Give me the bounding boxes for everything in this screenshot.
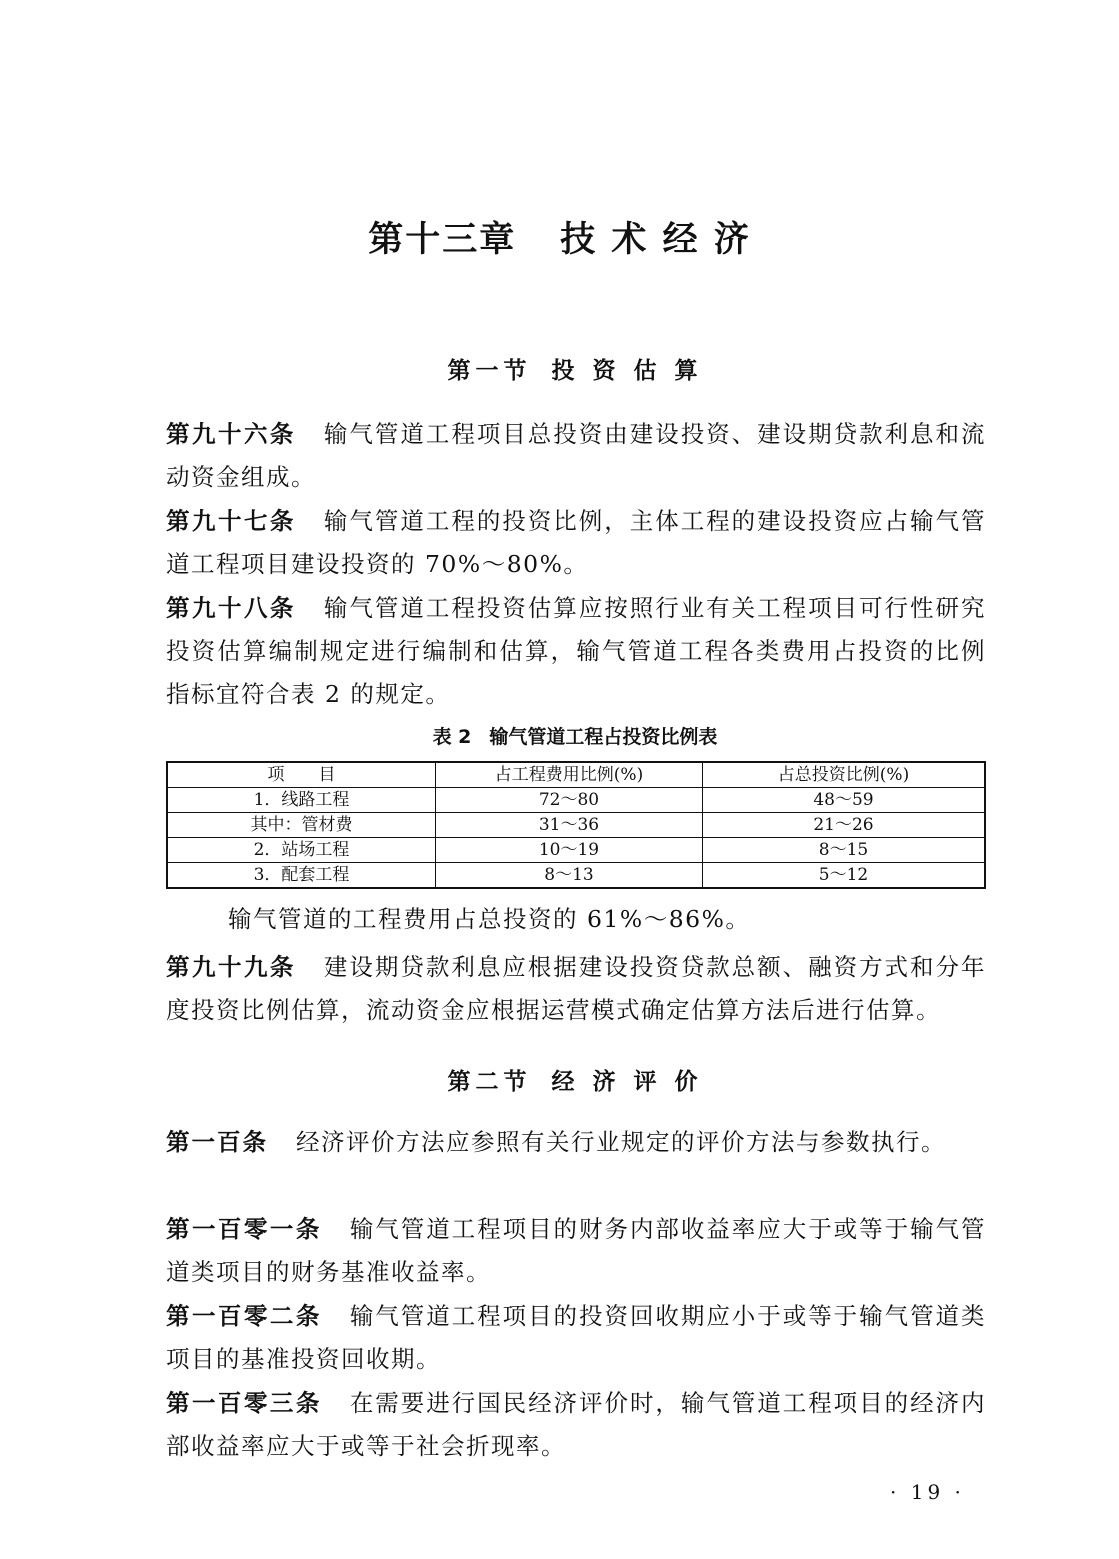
article-label: 第一百零三条 (166, 1389, 322, 1417)
chapter-number: 第十三章 (368, 220, 517, 260)
article-label: 第一百零二条 (166, 1302, 322, 1330)
article-label: 第九十六条 (166, 420, 296, 448)
article-103 (166, 1382, 986, 1468)
article-text: 输气管道工程项目的财务内部收益率应大于或等于输气管道类项目的财务基准收益率。 (166, 1215, 987, 1286)
section-name: 经 济 评 价 (551, 1069, 703, 1095)
article-text: 建设期贷款利息应根据建设投资贷款总额、融资方式和分年度投资比例估算，流动资金应根据运营模式确定估算方法后进行估算。 (166, 953, 987, 1024)
table-cell: 3．配套工程 (167, 863, 436, 889)
article-label: 第一百零一条 (166, 1215, 322, 1243)
section-heading-1 (0, 352, 1119, 385)
article-text: 经济评价方法应参照有关行业规定的评价方法与参数执行。 (296, 1128, 946, 1156)
article-text: 输气管道工程投资估算应按照行业有关工程项目可行性研究投资估算编制规定进行编制和估算，输气管道工程各类费用占投资的比例指标宜符合表 2 的规定。 (166, 594, 987, 708)
article-102 (166, 1295, 986, 1381)
table-cell: 2．站场工程 (167, 838, 436, 863)
section-heading-2 (0, 1063, 1119, 1096)
table-header-row (167, 762, 985, 788)
table-row (167, 863, 985, 889)
table-caption-title: 输气管道工程占投资比例表 (489, 726, 718, 748)
table-header: 项 目 (167, 762, 436, 788)
article-96 (166, 413, 986, 499)
table-cell: 其中：管材费 (167, 813, 436, 838)
article-98 (166, 587, 986, 716)
section-number: 第二节 (447, 1069, 532, 1095)
investment-ratio-table (166, 761, 986, 889)
article-text: 输气管道工程项目的投资回收期应小于或等于输气管道类项目的基准投资回收期。 (166, 1302, 987, 1373)
section-number: 第一节 (447, 358, 532, 384)
table-row (167, 813, 985, 838)
table-header: 占总投资比例(%) (703, 762, 986, 788)
section-name: 投 资 估 算 (551, 358, 703, 384)
chapter-name: 技 术 经 济 (560, 220, 751, 260)
table-cell: 72～80 (436, 788, 703, 813)
article-label: 第一百条 (166, 1128, 268, 1156)
article-100 (166, 1121, 986, 1164)
article-text: 输气管道工程项目总投资由建设投资、建设期贷款利息和流动资金组成。 (166, 420, 987, 491)
table-row (167, 788, 985, 813)
chapter-title (0, 212, 1119, 262)
table-row (167, 838, 985, 863)
table-cell: 21～26 (703, 813, 986, 838)
table-caption (0, 722, 1119, 749)
table-cell: 10～19 (436, 838, 703, 863)
article-99 (166, 946, 986, 1032)
table-cell: 48～59 (703, 788, 986, 813)
article-text: 输气管道工程的投资比例，主体工程的建设投资应占输气管道工程项目建设投资的 70%～80%。 (166, 507, 987, 578)
article-97 (166, 500, 986, 586)
article-label: 第九十九条 (166, 953, 296, 981)
table-header: 占工程费用比例(%) (436, 762, 703, 788)
article-label: 第九十七条 (166, 507, 296, 535)
article-101 (166, 1208, 986, 1294)
article-text: 在需要进行国民经济评价时，输气管道工程项目的经济内部收益率应大于或等于社会折现率。 (166, 1389, 987, 1460)
table-caption-number: 表 2 (432, 726, 472, 748)
table-cell: 8～13 (436, 863, 703, 889)
page-number: · 19 · (890, 1480, 965, 1504)
table-cell: 1．线路工程 (167, 788, 436, 813)
table-note: 输气管道的工程费用占总投资的 61%～86%。 (228, 905, 751, 933)
table-cell: 8～15 (703, 838, 986, 863)
article-label: 第九十八条 (166, 594, 296, 622)
table-cell: 5～12 (703, 863, 986, 889)
table-cell: 31～36 (436, 813, 703, 838)
